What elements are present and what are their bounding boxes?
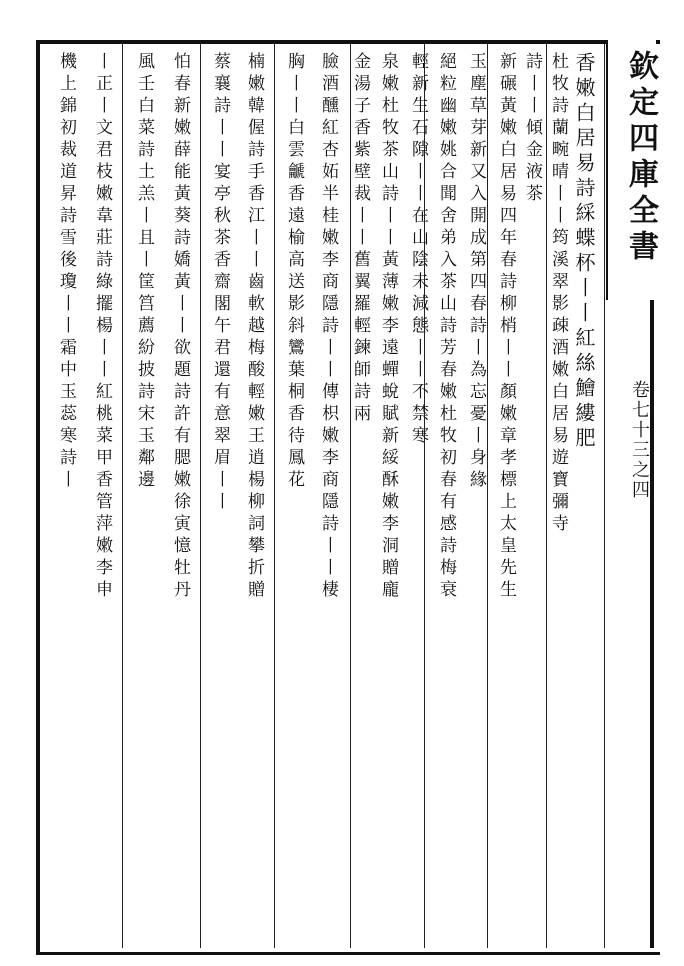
text-column-4: 新碾黃嫩白居易四年春詩柳梢丨丨顏嫩章孝標上太皇先生 [496,52,516,602]
text-column-3: 詩丨丨傾金液茶 [522,52,542,206]
running-title-tab [606,40,656,300]
text-column-6: 絕粒幽嫩姚合聞舍弟入茶山詩芳春嫩杜牧初春有感詩梅衰 [436,52,456,602]
text-column-15: 風壬白菜詩土羔丨且丨筐筥薦紛披詩宋玉鄰邊 [134,52,154,492]
column-rule [200,44,201,948]
running-title: 欽定四庫全書 [623,50,658,266]
text-column-11: 胸丨丨白雲䶵香遠榆高送影斜鸞葉桐香待鳳花 [284,52,304,492]
text-column-10: 臉酒醺紅杏妬半桂嫩李商隱詩丨丨傳枳嫩李商隱詩丨丨棲 [318,52,338,602]
column-rule [122,44,123,948]
folio-label: 卷七十三之四 [629,380,650,500]
text-column-17: 機上錦初裁道昇詩雪後瓊丨丨霜中玉蕊寒詩丨 [56,52,76,492]
text-column-1: 香嫩白居易詩綵蝶杯丨丨紅絲鱠縷肥 [572,52,596,452]
text-column-5: 玉塵草芽新又入開成第四春詩丨為忘憂丨身緣 [466,52,486,492]
column-rule [274,44,275,948]
text-column-12: 楠嫩韓偓詩手香江丨丨齒軟越梅酸輕嫩王逍楊柳詞攀折贈 [244,52,264,602]
column-rule [604,44,605,948]
text-column-13: 蔡襄詩丨丨宴亭秋茶香齋閣午君還有意翠眉丨丨 [210,52,230,514]
text-column-8: 泉嫩杜牧茶山詩丨丨黃薄嫩李遠蟬蛻賦新綏酥嫩李洞贈龐 [378,52,398,602]
text-column-14: 怕春新嫩薛能黃葵詩嬌黃丨丨欲題詩許有腮嫩徐寅憶牡丹 [170,52,190,602]
text-column-7: 輕新生石隙丨丨在山陰未減態丨丨不禁寒 [408,52,428,448]
text-column-16: 丨正丨文君枝嫩韋莊詩綠擺楊丨丨紅桃菜甲香管萍嫩李申 [92,52,112,602]
text-column-9: 金湯子香紫壁裁丨丨舊翼羅輕鍊師詩兩 [350,52,370,426]
text-column-2: 杜牧詩蘭畹晴丨丨筠溪翠影疎酒嫩白居易遊寶彌寺 [548,52,568,536]
